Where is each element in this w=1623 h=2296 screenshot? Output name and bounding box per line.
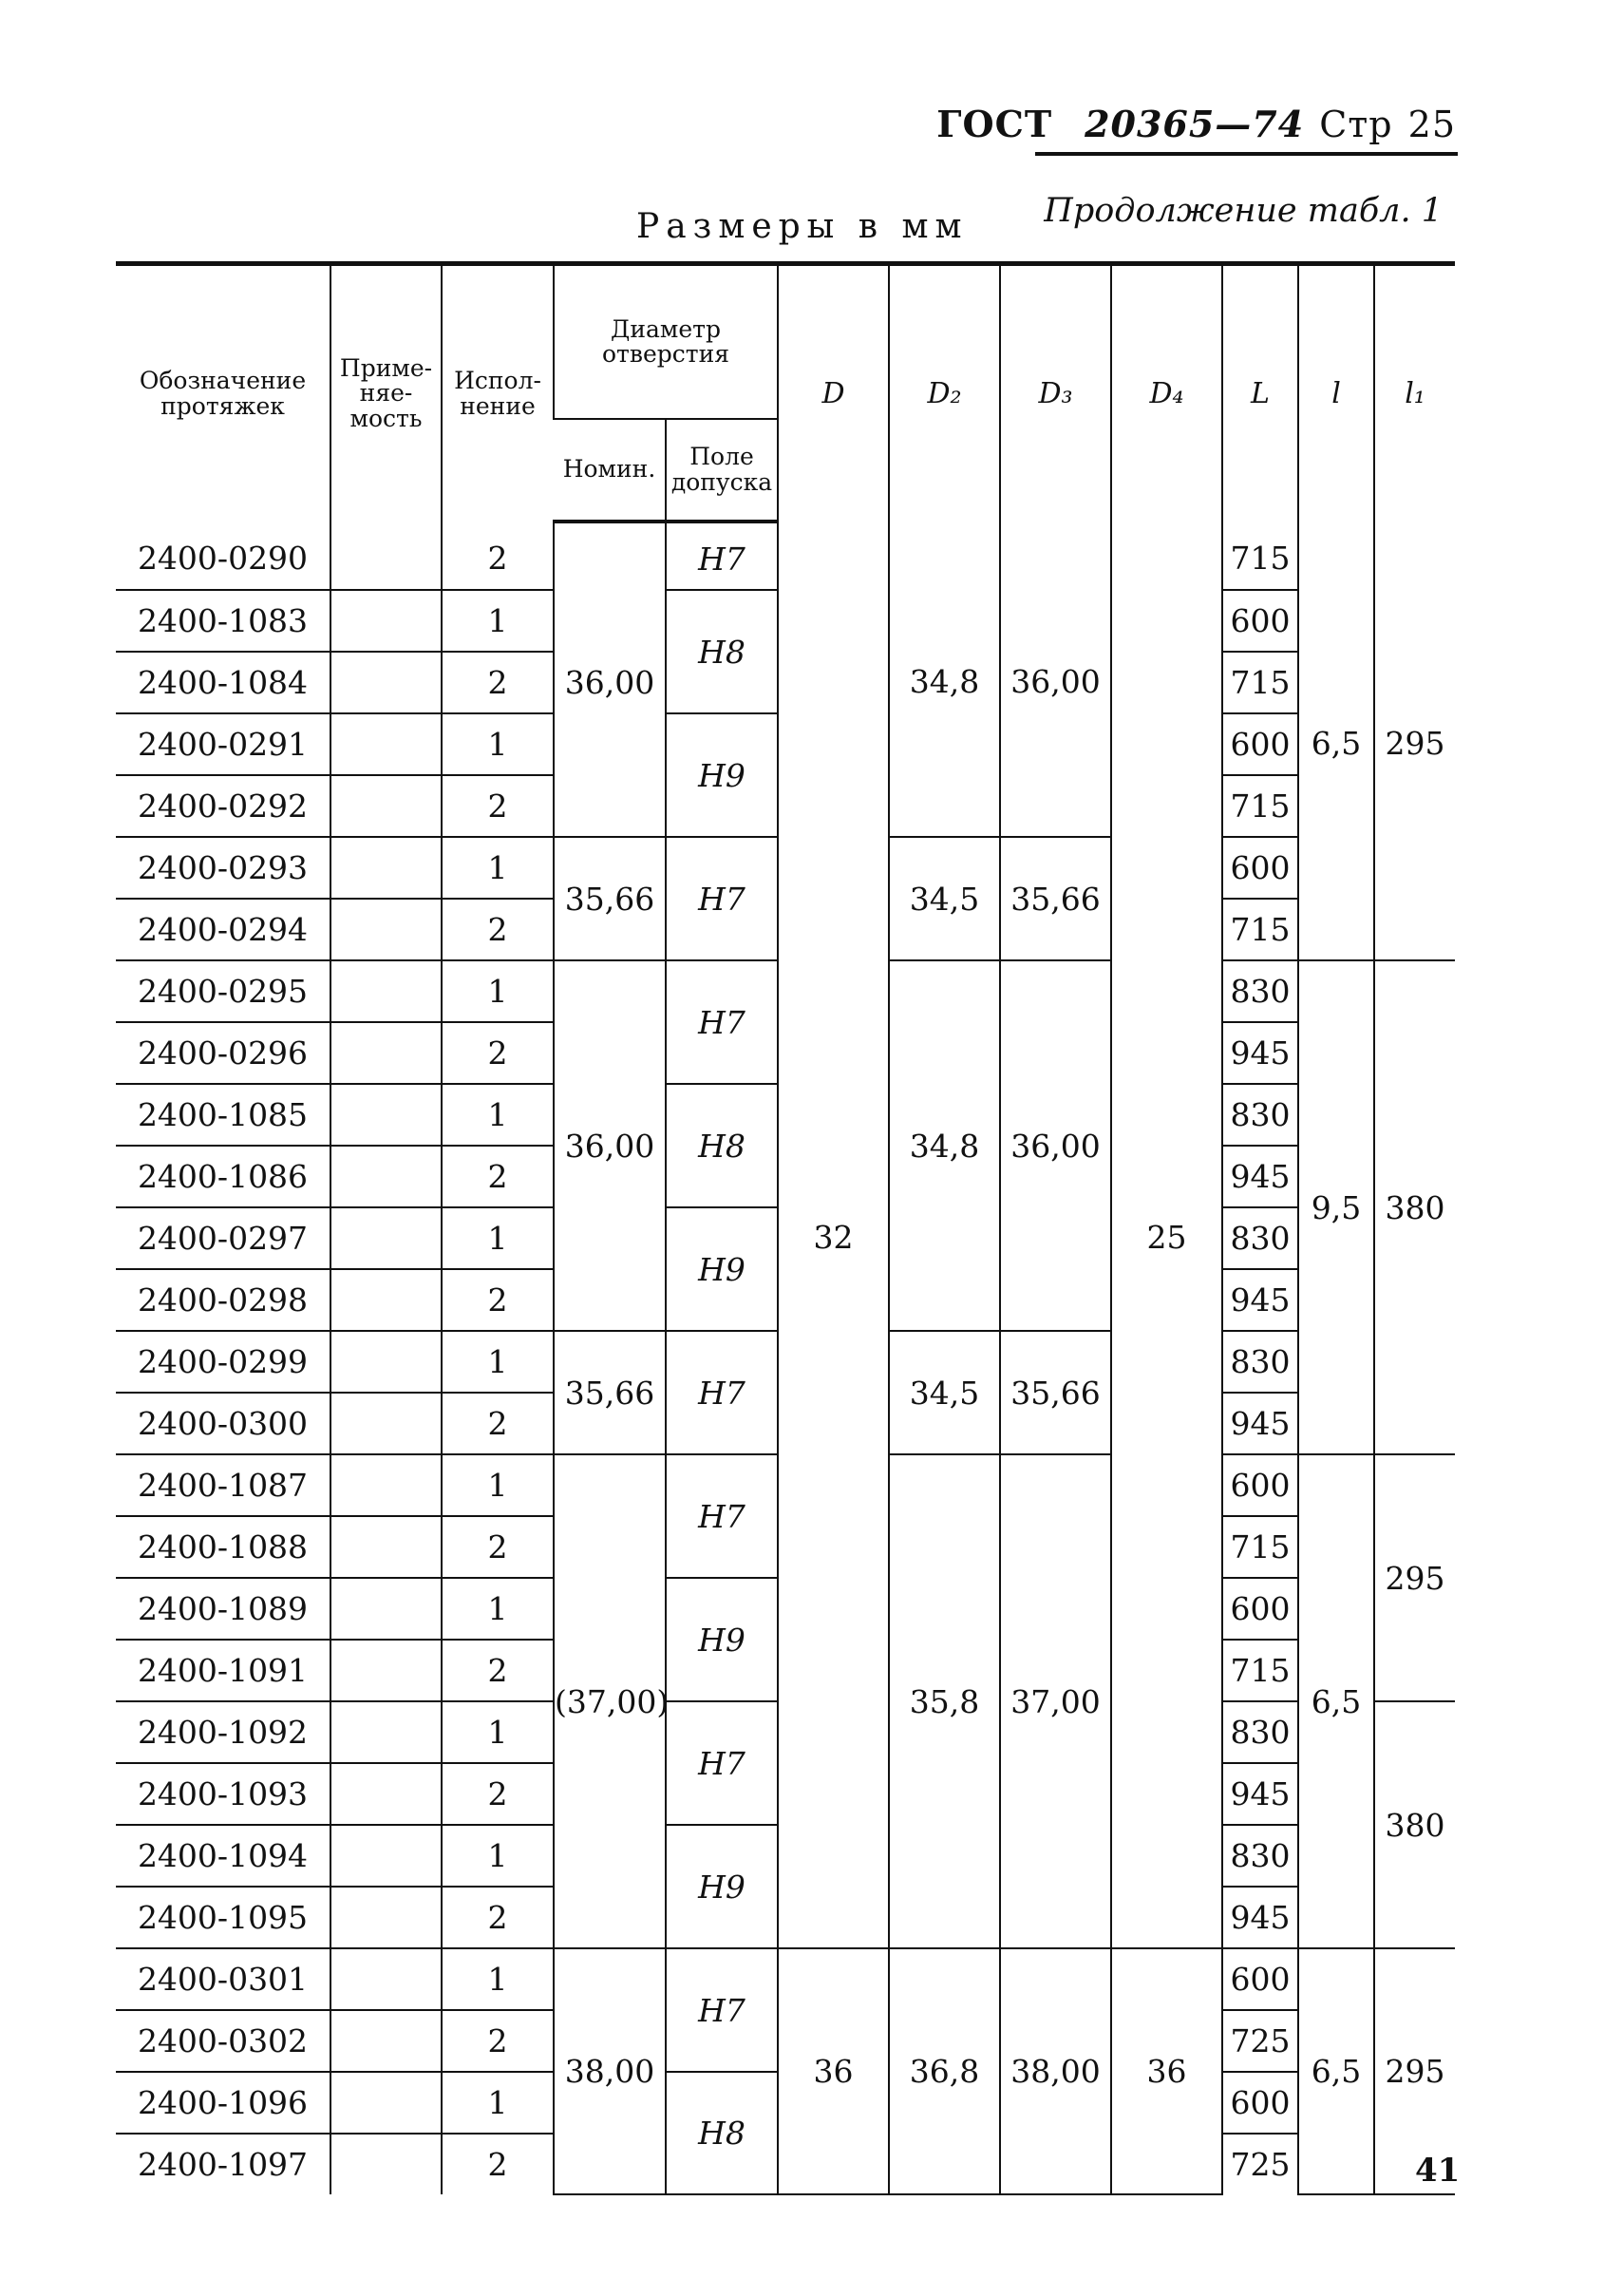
table-body <box>116 522 1455 2194</box>
applicability-cell <box>330 522 442 590</box>
version-cell: 1 <box>442 960 554 1022</box>
tol-cell: H7 <box>666 837 778 960</box>
d2-cell: 35,8 <box>889 1454 1000 1948</box>
designation-cell: 2400-1091 <box>116 1640 330 1701</box>
standard-number: 20365—74 <box>1085 103 1305 145</box>
applicability-cell <box>330 1331 442 1393</box>
applicability-cell <box>330 1578 442 1640</box>
length-cell: 715 <box>1222 1516 1298 1578</box>
applicability-cell <box>330 1516 442 1578</box>
applicability-cell <box>330 1269 442 1331</box>
version-cell: 2 <box>442 1022 554 1084</box>
applicability-cell <box>330 1948 442 2010</box>
header-rule <box>1035 152 1458 156</box>
d3-cell: 36,00 <box>1000 522 1111 837</box>
version-cell: 1 <box>442 1084 554 1146</box>
length-cell: 945 <box>1222 1022 1298 1084</box>
length-cell: 715 <box>1222 652 1298 713</box>
applicability-cell <box>330 775 442 837</box>
l1-cell: 295 <box>1374 1948 1455 2194</box>
version-cell: 1 <box>442 1454 554 1516</box>
version-cell: 2 <box>442 652 554 713</box>
l-cell: 6,5 <box>1298 522 1374 960</box>
d3-cell: 38,00 <box>1000 1948 1111 2194</box>
length-cell: 725 <box>1222 2010 1298 2072</box>
col-applicability: Приме- няе- мость <box>330 264 442 522</box>
version-cell: 2 <box>442 775 554 837</box>
applicability-cell <box>330 899 442 960</box>
designation-cell: 2400-1088 <box>116 1516 330 1578</box>
length-cell: 715 <box>1222 899 1298 960</box>
version-cell: 1 <box>442 590 554 652</box>
tol-cell: H9 <box>666 1578 778 1701</box>
l-cell: 9,5 <box>1298 960 1374 1454</box>
applicability-cell <box>330 1701 442 1763</box>
designation-cell: 2400-0299 <box>116 1331 330 1393</box>
applicability-cell <box>330 590 442 652</box>
d4-cell: 25 <box>1111 522 1222 1948</box>
l1-cell: 380 <box>1374 960 1455 1454</box>
designation-cell: 2400-1095 <box>116 1887 330 1948</box>
designation-cell: 2400-1097 <box>137 2146 309 2183</box>
applicability-cell <box>330 837 442 899</box>
length-cell: 830 <box>1222 1207 1298 1269</box>
table-row <box>116 1948 1455 2010</box>
version-cell: 1 <box>442 1701 554 1763</box>
length-cell: 715 <box>1222 775 1298 837</box>
length-cell: 600 <box>1222 1578 1298 1640</box>
version-cell: 2 <box>442 1887 554 1948</box>
version-cell: 1 <box>442 1331 554 1393</box>
broaches-table <box>116 261 1455 2195</box>
designation-cell: 2400-0298 <box>116 1269 330 1331</box>
designation-cell: 2400-0301 <box>116 1948 330 2010</box>
tol-cell: H7 <box>666 522 778 590</box>
length-cell: 600 <box>1222 1948 1298 2010</box>
applicability-cell <box>330 652 442 713</box>
tol-cell: H8 <box>666 590 778 713</box>
applicability-cell <box>330 1825 442 1887</box>
length-cell: 715 <box>1222 522 1298 590</box>
col-tolerance: Поле допуска <box>666 419 778 522</box>
applicability-cell <box>330 1887 442 1948</box>
d4-cell: 36 <box>1111 1948 1222 2194</box>
d2-cell: 34,5 <box>889 1331 1000 1454</box>
designation-cell: 2400-0300 <box>116 1393 330 1454</box>
d3-cell: 37,00 <box>1000 1454 1111 1948</box>
d3-cell: 35,66 <box>1000 837 1111 960</box>
designation-cell: 2400-0290 <box>116 522 330 590</box>
designation-cell: 2400-0295 <box>116 960 330 1022</box>
designation-cell: 2400-1084 <box>116 652 330 713</box>
applicability-cell <box>330 2010 442 2072</box>
page-header <box>936 103 1456 145</box>
version-cell: 2 <box>442 1640 554 1701</box>
version-cell: 1 <box>442 713 554 775</box>
length-cell: 830 <box>1222 1331 1298 1393</box>
col-D4: D₄ <box>1111 264 1222 522</box>
d2-cell: 34,8 <box>889 522 1000 837</box>
col-version: Испол- нение <box>442 264 554 522</box>
length-cell: 830 <box>1222 1825 1298 1887</box>
designation-cell: 2400-0294 <box>116 899 330 960</box>
designation-cell: 2400-1083 <box>116 590 330 652</box>
length-cell: 600 <box>1222 590 1298 652</box>
tol-cell: H8 <box>666 1084 778 1207</box>
version-cell: 2 <box>442 1763 554 1825</box>
length-cell: 945 <box>1222 1146 1298 1207</box>
version-cell: 1 <box>442 837 554 899</box>
d3-cell: 36,00 <box>1000 960 1111 1331</box>
col-D: D <box>778 264 889 522</box>
designation-cell: 2400-1094 <box>116 1825 330 1887</box>
version-cell: 2 <box>442 522 554 590</box>
designation-cell: 2400-0302 <box>116 2010 330 2072</box>
nom-cell: 35,66 <box>554 1331 666 1454</box>
nom-cell: 36,00 <box>554 522 666 837</box>
applicability-cell <box>330 713 442 775</box>
version-cell: 2 <box>442 1516 554 1578</box>
applicability-cell <box>330 1393 442 1454</box>
l1-cell: 295 <box>1374 522 1455 960</box>
version-cell: 1 <box>442 2072 554 2134</box>
applicability-cell <box>330 1763 442 1825</box>
d2-cell: 34,5 <box>889 837 1000 960</box>
tol-cell: H9 <box>666 1207 778 1331</box>
version-cell: 2 <box>442 1269 554 1331</box>
applicability-cell <box>330 1146 442 1207</box>
length-cell: 600 <box>1222 1454 1298 1516</box>
designation-cell: 2400-1085 <box>116 1084 330 1146</box>
table-row <box>116 522 1455 590</box>
applicability-cell <box>330 1022 442 1084</box>
col-l: l <box>1298 264 1374 522</box>
nom-cell: (37,00) <box>554 1454 666 1948</box>
applicability-cell <box>330 1454 442 1516</box>
designation-cell: 2400-0296 <box>116 1022 330 1084</box>
tol-cell: H7 <box>666 1331 778 1454</box>
l1-cell: 295 <box>1374 1454 1455 1701</box>
gost-label: ГОСТ <box>936 103 1053 145</box>
designation-cell: 2400-0292 <box>116 775 330 837</box>
col-nominal: Номин. <box>554 419 666 522</box>
page-label: Стр <box>1319 104 1393 145</box>
d-cell: 32 <box>778 522 889 1948</box>
l1-cell: 380 <box>1374 1701 1455 1948</box>
tol-cell: H9 <box>666 1825 778 1948</box>
col-designation: Обозначение протяжек <box>116 264 330 522</box>
length-cell: 830 <box>1222 1701 1298 1763</box>
nom-cell: 38,00 <box>554 1948 666 2194</box>
designation-cell: 2400-0297 <box>116 1207 330 1269</box>
nom-cell: 35,66 <box>554 837 666 960</box>
designation-cell: 2400-0293 <box>116 837 330 899</box>
version-cell: 2 <box>442 2010 554 2072</box>
designation-cell: 2400-1086 <box>116 1146 330 1207</box>
col-D2: D₂ <box>889 264 1000 522</box>
version-cell: 1 <box>442 1825 554 1887</box>
designation-cell: 2400-0291 <box>116 713 330 775</box>
length-cell: 945 <box>1222 1887 1298 1948</box>
applicability-cell <box>330 2072 442 2134</box>
designation-cell: 2400-1087 <box>116 1454 330 1516</box>
tol-cell: H7 <box>666 1948 778 2072</box>
version-cell: 2 <box>442 1146 554 1207</box>
d2-cell: 34,8 <box>889 960 1000 1331</box>
length-cell: 600 <box>1222 837 1298 899</box>
length-cell: 945 <box>1222 1763 1298 1825</box>
tol-cell: H7 <box>666 1454 778 1578</box>
length-cell: 725 <box>1222 2134 1298 2194</box>
length-cell: 830 <box>1222 960 1298 1022</box>
col-hole-diameter: Диаметр отверстия <box>554 264 778 420</box>
designation-cell: 2400-1096 <box>116 2072 330 2134</box>
applicability-cell <box>330 960 442 1022</box>
l-cell: 6,5 <box>1298 1948 1374 2194</box>
d3-cell: 35,66 <box>1000 1331 1111 1454</box>
tol-cell: H8 <box>666 2072 778 2194</box>
l-cell: 6,5 <box>1298 1454 1374 1948</box>
tol-cell: H9 <box>666 713 778 837</box>
designation-cell: 2400-1089 <box>116 1578 330 1640</box>
footer-page-number: 41 <box>1415 2152 1461 2190</box>
nom-cell: 36,00 <box>554 960 666 1331</box>
version-cell: 2 <box>442 899 554 960</box>
col-L: L <box>1222 264 1298 522</box>
length-cell: 945 <box>1222 1393 1298 1454</box>
table-container <box>116 261 1455 2195</box>
col-l1: l₁ <box>1374 264 1455 522</box>
version-cell: 2 <box>442 1393 554 1454</box>
table-continuation: Продолжение табл. 1 <box>1044 192 1443 230</box>
tol-cell: H7 <box>666 960 778 1084</box>
version-cell: 1 <box>442 1207 554 1269</box>
designation-cell: 2400-1093 <box>116 1763 330 1825</box>
version-cell: 1 <box>442 1578 554 1640</box>
applicability-cell <box>330 2134 442 2194</box>
units-caption: Размеры в мм <box>636 207 969 246</box>
version-cell: 1 <box>442 1948 554 2010</box>
length-cell: 600 <box>1222 2072 1298 2134</box>
col-D3: D₃ <box>1000 264 1111 522</box>
d2-cell: 36,8 <box>889 1948 1000 2194</box>
d-cell: 36 <box>778 1948 889 2194</box>
applicability-cell <box>330 1084 442 1146</box>
applicability-cell <box>330 1640 442 1701</box>
page-number: 25 <box>1407 104 1456 145</box>
version-cell: 2 <box>442 2134 554 2194</box>
length-cell: 830 <box>1222 1084 1298 1146</box>
length-cell: 600 <box>1222 713 1298 775</box>
designation-cell: 2400-1092 <box>116 1701 330 1763</box>
length-cell: 715 <box>1222 1640 1298 1701</box>
tol-cell: H7 <box>666 1701 778 1825</box>
applicability-cell <box>330 1207 442 1269</box>
length-cell: 945 <box>1222 1269 1298 1331</box>
